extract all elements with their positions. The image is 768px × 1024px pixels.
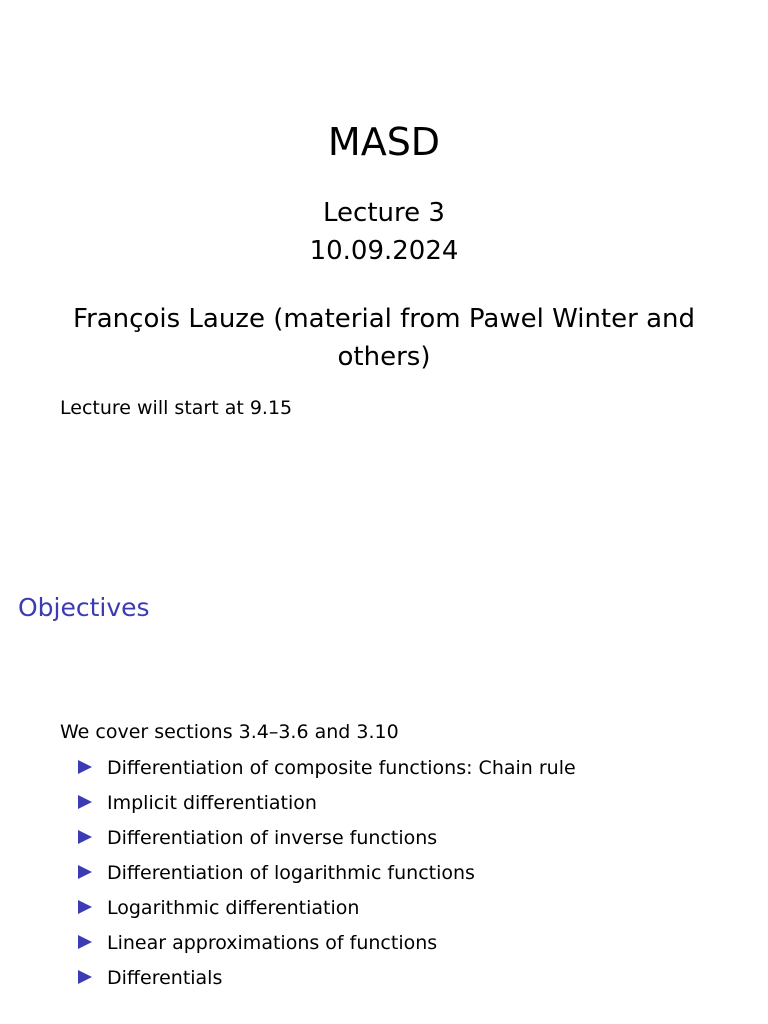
list-item-label: Differentials [107, 967, 223, 989]
objectives-slide [0, 512, 768, 1024]
list-item [76, 929, 576, 964]
list-item-label: Differentiation of inverse functions [107, 827, 438, 849]
author-line: François Lauze (material from Pawel Winter and others) [73, 304, 695, 372]
triangle-right-icon [78, 760, 92, 774]
objectives-list [76, 754, 576, 999]
list-item [76, 894, 576, 929]
triangle-right-icon [78, 830, 92, 844]
list-item [76, 964, 576, 999]
list-item-label: Linear approximations of functions [107, 932, 438, 954]
list-item-label: Implicit differentiation [107, 792, 317, 814]
frame-title: Objectives [18, 593, 150, 622]
triangle-right-icon [78, 970, 92, 984]
triangle-right-icon [78, 795, 92, 809]
slide-title: MASD [327, 120, 441, 164]
triangle-right-icon [78, 900, 92, 914]
list-item-label: Differentiation of logarithmic functions [107, 862, 475, 884]
list-item [76, 824, 576, 859]
start-time-note: Lecture will start at 9.15 [60, 397, 293, 419]
list-item-label: Differentiation of composite functions: Chain rule [107, 757, 576, 779]
list-item [76, 859, 576, 894]
sections-intro: We cover sections 3.4–3.6 and 3.10 [60, 721, 399, 743]
triangle-right-icon [78, 865, 92, 879]
list-item [76, 789, 576, 824]
triangle-right-icon [78, 935, 92, 949]
lecture-date: 10.09.2024 [309, 236, 459, 266]
list-item-label: Logarithmic differentiation [107, 897, 360, 919]
lecture-number: Lecture 3 [323, 198, 445, 228]
list-item [76, 754, 576, 789]
